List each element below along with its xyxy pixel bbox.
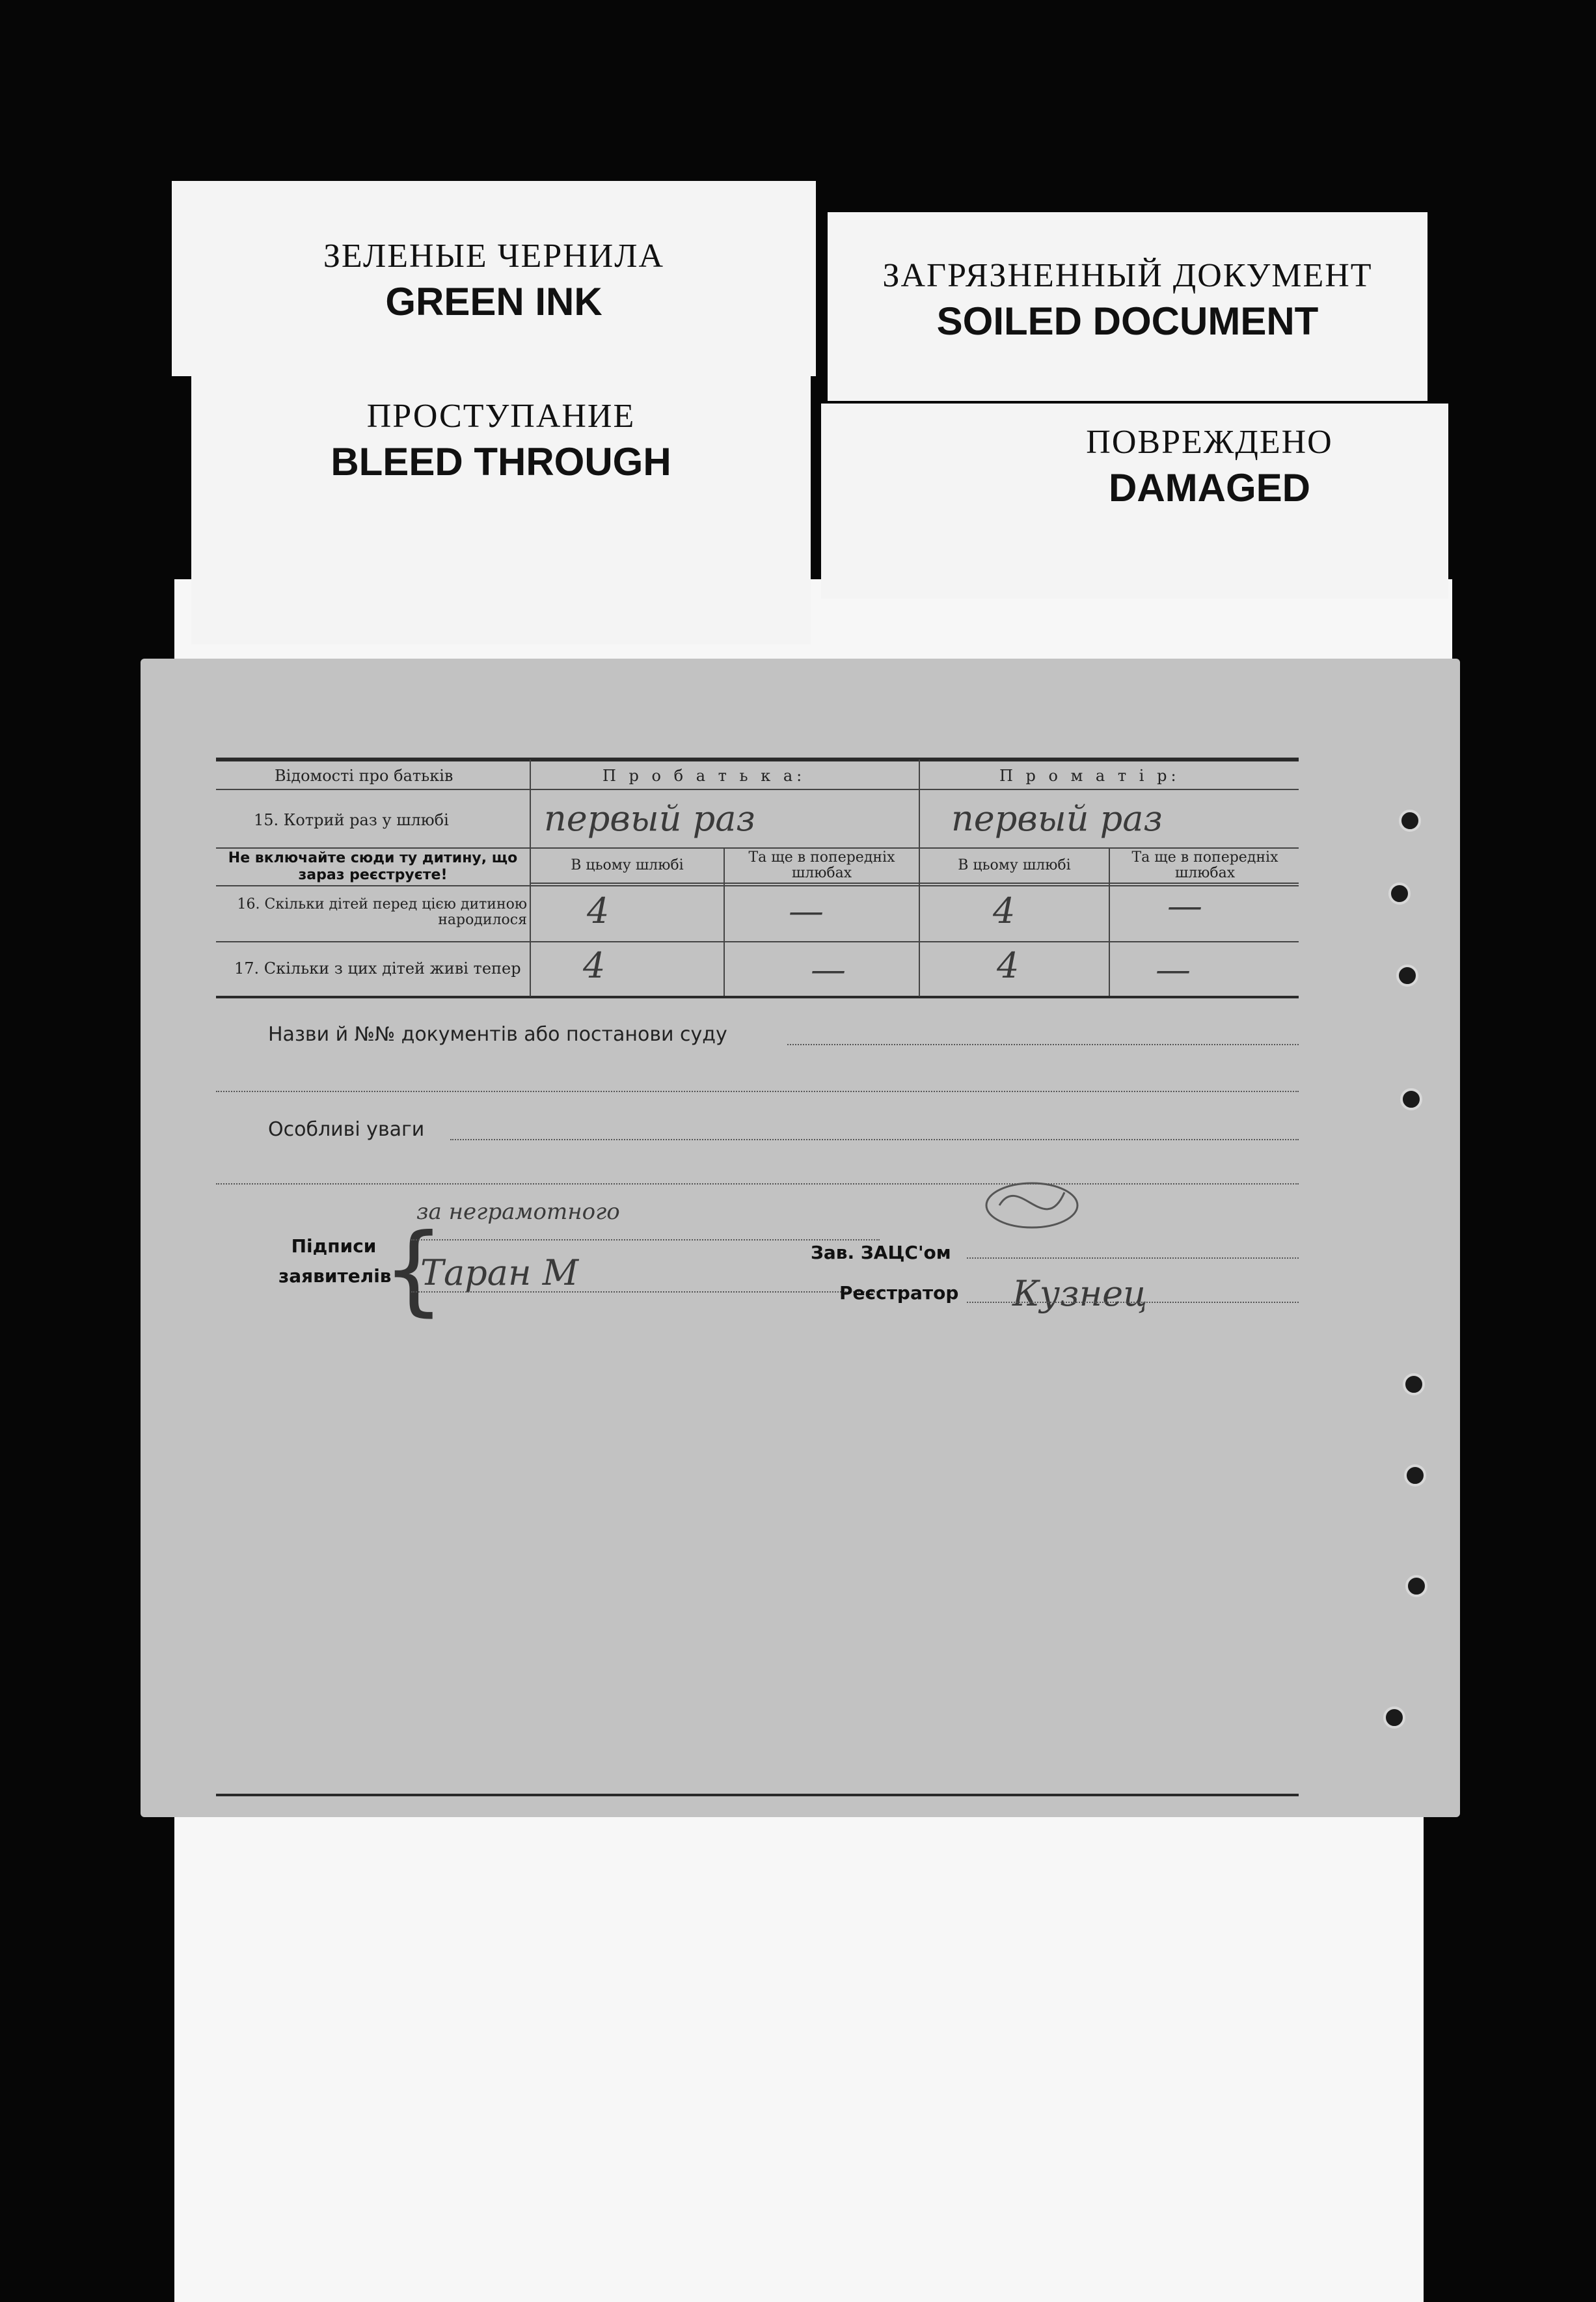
exclude-child-note: Не включайте сюди ту дитину, що зараз реєструєте!	[228, 850, 518, 883]
row16-father-prev[interactable]: —	[789, 890, 824, 931]
punch-hole	[1388, 883, 1411, 905]
punch-hole	[1399, 810, 1421, 832]
father-previous-header: Та ще в попередніх шлюбах	[748, 849, 895, 881]
row15-label: 15. Котрий раз у шлюбі	[254, 811, 449, 829]
registrar-label: Реєстратор	[839, 1282, 959, 1304]
row16-label: 16. Скільки дітей перед цією дитиною народилося	[237, 896, 527, 928]
row17-label: 17. Скільки з цих дітей живі тепер	[234, 959, 521, 978]
green-ink-ru: ЗЕЛЕНЫЕ ЧЕРНИЛА	[323, 238, 665, 275]
stamp-scribble	[973, 1166, 1090, 1244]
applicant-signature-line2[interactable]: Таран М	[420, 1252, 578, 1293]
punch-hole	[1383, 1706, 1405, 1729]
damaged-ru: ПОВРЕЖДЕНО	[1086, 424, 1333, 461]
registrar-signature[interactable]: Кузнец	[1012, 1273, 1148, 1314]
applicants-signatures-label: Підписи заявителів	[278, 1235, 392, 1287]
green-ink-en: GREEN INK	[385, 280, 602, 323]
row16-mother-this[interactable]: 4	[993, 890, 1016, 931]
row17-father-prev[interactable]: —	[811, 949, 846, 990]
soiled-document-ru: ЗАГРЯЗНЕННЫЙ ДОКУМЕНТ	[882, 257, 1373, 294]
row17-mother-prev[interactable]: —	[1156, 949, 1191, 990]
punch-hole	[1404, 1464, 1426, 1487]
documents-line[interactable]	[787, 1044, 1299, 1045]
remarks-label: Особливі уваги	[268, 1118, 425, 1141]
damaged-label	[821, 404, 1448, 599]
punch-hole	[1403, 1373, 1425, 1395]
registration-form: Відомості про батьків П р о б а т ь к а: П р о м а т і р: 15. Котрий раз у шлюбі первый раз первый раз Не включайте сюди ту дитину, що зараз реєструєте! В цьому шлюбі Та ще в попередніх шлюбах В цьому шлюбі Та ще в попередніх шлюбах 16. Скільки дітей перед цією дитиною народилося 4 — 4 — 17. Скільки з цих дітей живі тепер 4 — 4 — Назви й №№ документів або постанови суду Особливі уваги Підписи заявителів { за неграмотного Таран М Зав. ЗАЦС'ом Реєстратор Кузнец	[141, 659, 1460, 1817]
header-parents-info: Відомості про батьків	[275, 767, 453, 785]
documents-label: Назви й №№ документів або постанови суду	[268, 1023, 727, 1046]
header-mother: П р о м а т і р:	[999, 767, 1180, 785]
green-ink-label	[172, 181, 816, 376]
mother-this-marriage-header: В цьому шлюбі	[958, 857, 1071, 873]
header-father: П р о б а т ь к а:	[602, 767, 806, 785]
punch-hole	[1400, 1088, 1422, 1110]
row15-mother-value[interactable]: первый раз	[951, 798, 1163, 839]
form-bottom-rule	[216, 1794, 1299, 1796]
damaged-en: DAMAGED	[1109, 466, 1310, 510]
zags-head-line[interactable]	[967, 1257, 1299, 1259]
bleed-through-en: BLEED THROUGH	[331, 440, 671, 484]
back-sheet	[174, 1809, 1424, 2302]
remarks-line[interactable]	[450, 1139, 1299, 1140]
row15-father-value[interactable]: первый раз	[544, 798, 755, 839]
row17-mother-this[interactable]: 4	[997, 945, 1020, 986]
mother-previous-header: Та ще в попередніх шлюбах	[1131, 849, 1278, 881]
father-this-marriage-header: В цьому шлюбі	[571, 857, 684, 873]
row17-father-this[interactable]: 4	[583, 945, 606, 986]
table-top-rule	[216, 758, 1299, 761]
table-bottom-rule	[216, 996, 1299, 998]
punch-hole	[1405, 1575, 1427, 1597]
row16-mother-prev[interactable]: —	[1167, 885, 1202, 926]
bleed-through-label	[191, 364, 811, 644]
soiled-document-en: SOILED DOCUMENT	[936, 299, 1319, 343]
punch-hole	[1396, 965, 1418, 987]
zags-head-label: Зав. ЗАЦС'ом	[811, 1242, 951, 1263]
soiled-document-label	[828, 212, 1427, 401]
applicant-signature-line1[interactable]: за неграмотного	[416, 1199, 620, 1225]
bleed-through-ru: ПРОСТУПАНИЕ	[366, 398, 636, 435]
row16-father-this[interactable]: 4	[587, 890, 610, 931]
